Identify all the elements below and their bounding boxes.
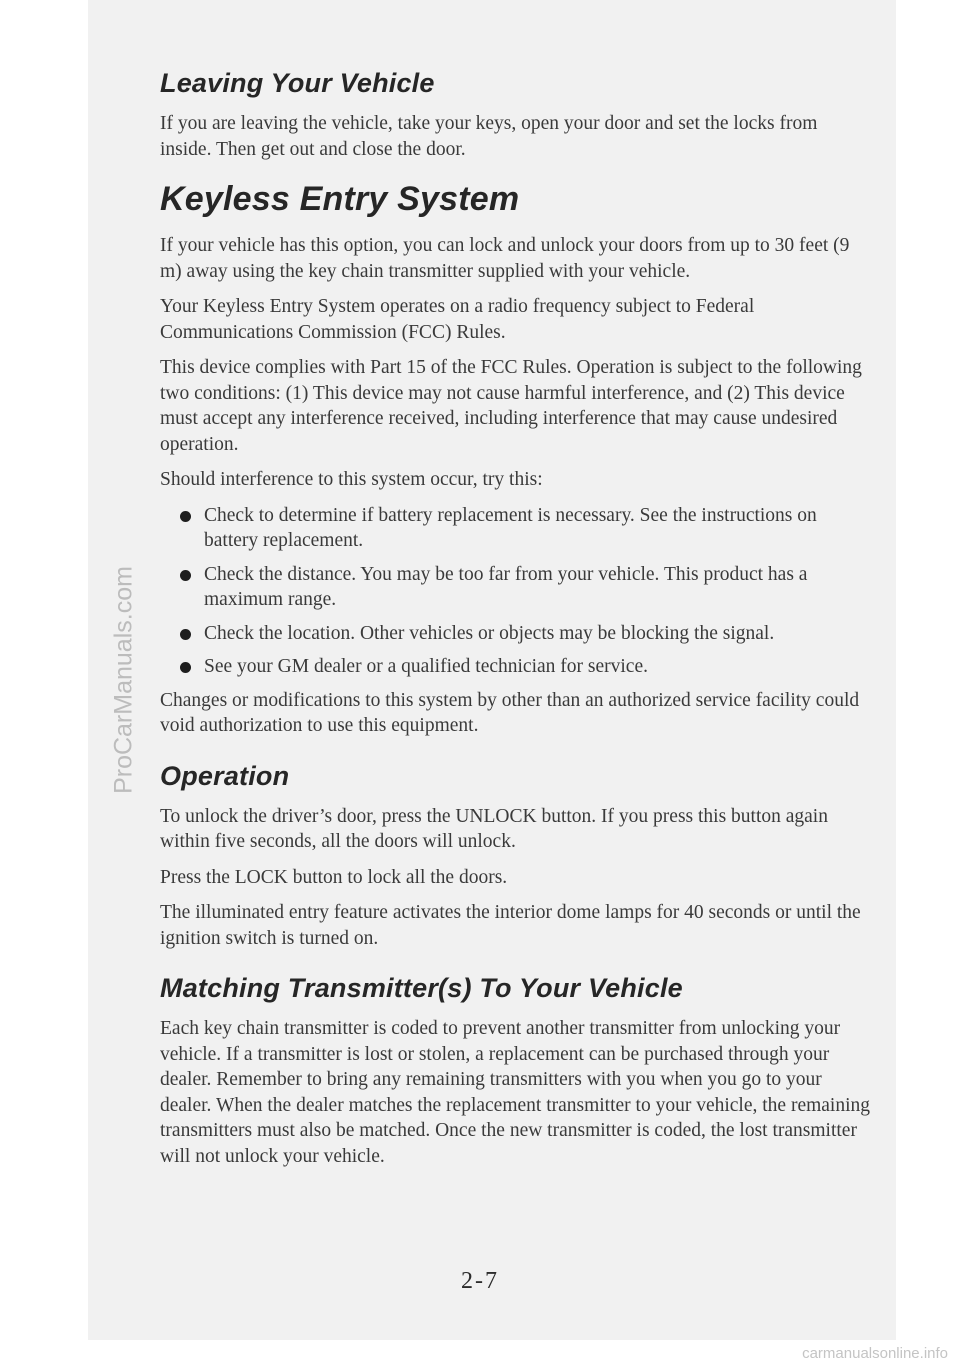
bullet-icon [180, 511, 191, 522]
keyless-paragraph-5: Changes or modifications to this system by other than an authorized service facility could void authorization to use this equipment. [160, 689, 860, 736]
list-item-text: See your GM dealer or a qualified technician for service. [204, 656, 648, 677]
operation-paragraph-1: To unlock the driver’s door, press the UNLOCK button. If you press this button again within five seconds, all the doors will unlock. [160, 805, 828, 852]
keyless-paragraph-2: Your Keyless Entry System operates on a radio frequency subject to Federal Communications Commission (FCC) Rules. [160, 296, 755, 343]
keyless-paragraph-3: This device complies with Part 15 of the FCC Rules. Operation is subject to the following two conditions: (1) This device may not cause harmful interference, and (2) This device must accept any interference received, including interference that may cause undesired operation. [160, 357, 862, 455]
list-item [160, 654, 872, 680]
list-item [160, 503, 872, 554]
list-item-text: Check the location. Other vehicles or objects may be blocking the signal. [204, 622, 775, 644]
leaving-paragraph: If you are leaving the vehicle, take your keys, open your door and set the locks from inside. Then get out and close the door. [160, 113, 818, 160]
side-watermark: ProCarManuals.com [109, 566, 138, 794]
list-item-text: Check to determine if battery replacement is necessary. See the instructions on battery replacement. [204, 504, 817, 551]
matching-paragraph: Each key chain transmitter is coded to prevent another transmitter from unlocking your vehicle. If a transmitter is lost or stolen, a replacement can be purchased through your dealer. Remember to bring any remaining transmitters with you when you go to your dealer. When the dealer matches the replacement transmitter to your vehicle, the remaining transmitters must also be matched. Once the new transmitter is coded, the lost transmitter will not unlock your vehicle. [160, 1018, 871, 1167]
heading-operation: Operation [160, 760, 290, 791]
keyless-paragraph-1: If your vehicle has this option, you can lock and unlock your doors from up to 30 feet (9 m) away using the key chain transmitter supplied with your vehicle. [160, 235, 850, 282]
list-item [160, 621, 872, 647]
bullet-icon [180, 570, 191, 581]
page-number: 2-7 [461, 1268, 499, 1294]
operation-paragraph-3: The illuminated entry feature activates the interior dome lamps for 40 seconds or until the ignition switch is turned on. [160, 902, 861, 949]
heading-leaving-your-vehicle: Leaving Your Vehicle [160, 68, 435, 98]
keyless-paragraph-4: Should interference to this system occur, try this: [160, 469, 543, 490]
bullet-icon [180, 629, 191, 640]
list-item-text: Check the distance. You may be too far from your vehicle. This product has a maximum range. [204, 563, 808, 610]
heading-keyless-entry-system: Keyless Entry System [160, 180, 520, 218]
operation-paragraph-2: Press the LOCK button to lock all the doors. [160, 866, 508, 888]
bottom-watermark: carmanualsonline.info [802, 1345, 948, 1362]
page-content [160, 68, 872, 1179]
interference-checklist [160, 503, 872, 680]
list-item [160, 562, 872, 613]
bullet-icon [180, 662, 191, 673]
heading-matching-transmitters: Matching Transmitter(s) To Your Vehicle [160, 973, 683, 1003]
